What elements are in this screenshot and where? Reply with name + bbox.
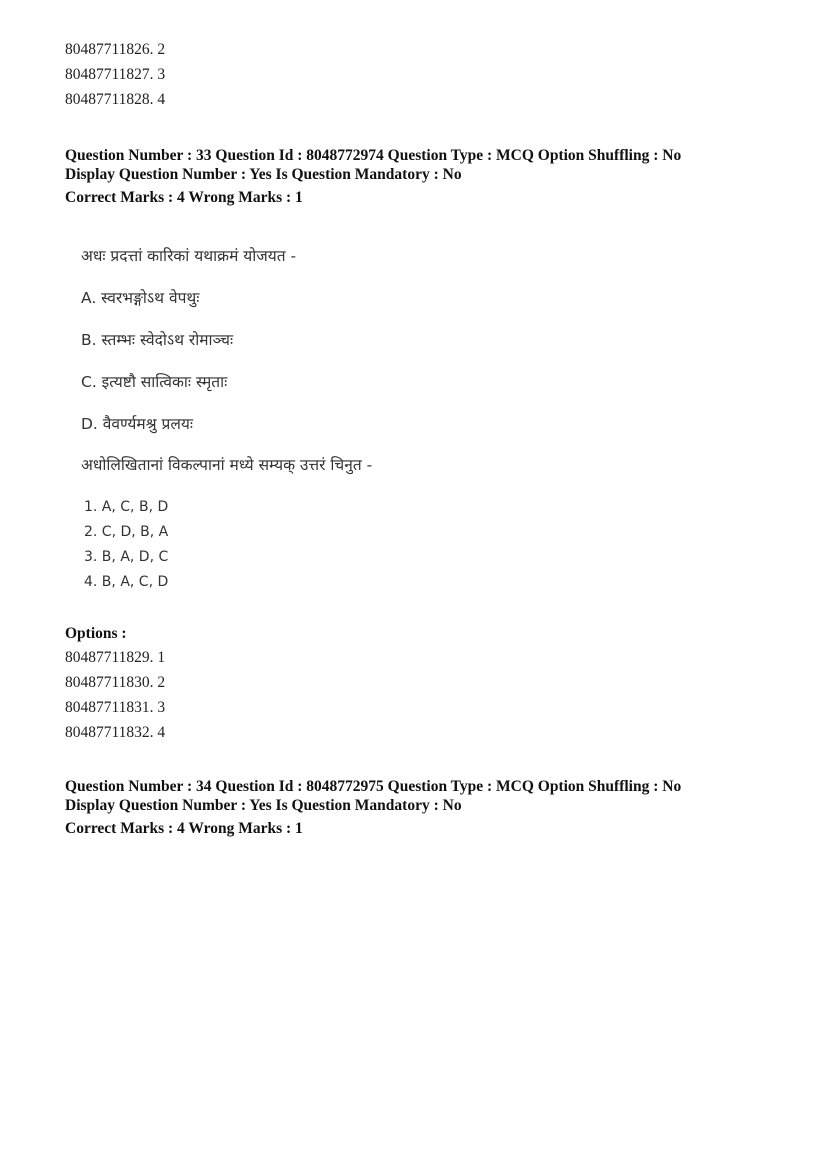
- q33-instruction: अधः प्रदत्तां कारिकां यथाक्रमं योजयत -: [81, 247, 297, 265]
- q33-meta-line2: Display Question Number : Yes Is Question Mandatory : No: [65, 166, 462, 183]
- q33-marks: Correct Marks : 4 Wrong Marks : 1: [65, 189, 303, 206]
- q33-options-label: Options :: [65, 625, 127, 642]
- prev-option-2: 80487711827. 3: [65, 66, 166, 83]
- q33-option-1: 80487711829. 1: [65, 649, 166, 666]
- prev-option-3: 80487711828. 4: [65, 91, 166, 108]
- q33-choice-2: 2. C, D, B, A: [84, 524, 169, 540]
- q34-meta-line2: Display Question Number : Yes Is Question Mandatory : No: [65, 797, 462, 814]
- q33-prompt: अधोलिखितानां विकल्पानां मध्ये सम्यक् उत्तरं चिनुत -: [81, 456, 373, 474]
- q33-option-3: 80487711831. 3: [65, 699, 166, 716]
- q33-item-a: A. स्वरभङ्गोऽथ वेपथुः: [81, 289, 200, 307]
- q33-item-b: B. स्तम्भः स्वेदोऽथ रोमाञ्चः: [81, 331, 234, 349]
- q33-meta-line1: Question Number : 33 Question Id : 8048772974 Question Type : MCQ Option Shuffling : No: [65, 147, 682, 164]
- q34-meta-line1: Question Number : 34 Question Id : 8048772975 Question Type : MCQ Option Shuffling : No: [65, 778, 682, 795]
- q33-option-4: 80487711832. 4: [65, 724, 166, 741]
- q33-choice-3: 3. B, A, D, C: [84, 549, 169, 565]
- q33-option-2: 80487711830. 2: [65, 674, 166, 691]
- q33-item-d: D. वैवर्ण्यमश्रु प्रलयः: [81, 415, 193, 433]
- q34-marks: Correct Marks : 4 Wrong Marks : 1: [65, 820, 303, 837]
- prev-option-1: 80487711826. 2: [65, 41, 166, 58]
- q33-choice-4: 4. B, A, C, D: [84, 574, 169, 590]
- q33-item-c: C. इत्यष्टौ सात्विकाः स्मृताः: [81, 373, 228, 391]
- q33-choice-1: 1. A, C, B, D: [84, 499, 169, 515]
